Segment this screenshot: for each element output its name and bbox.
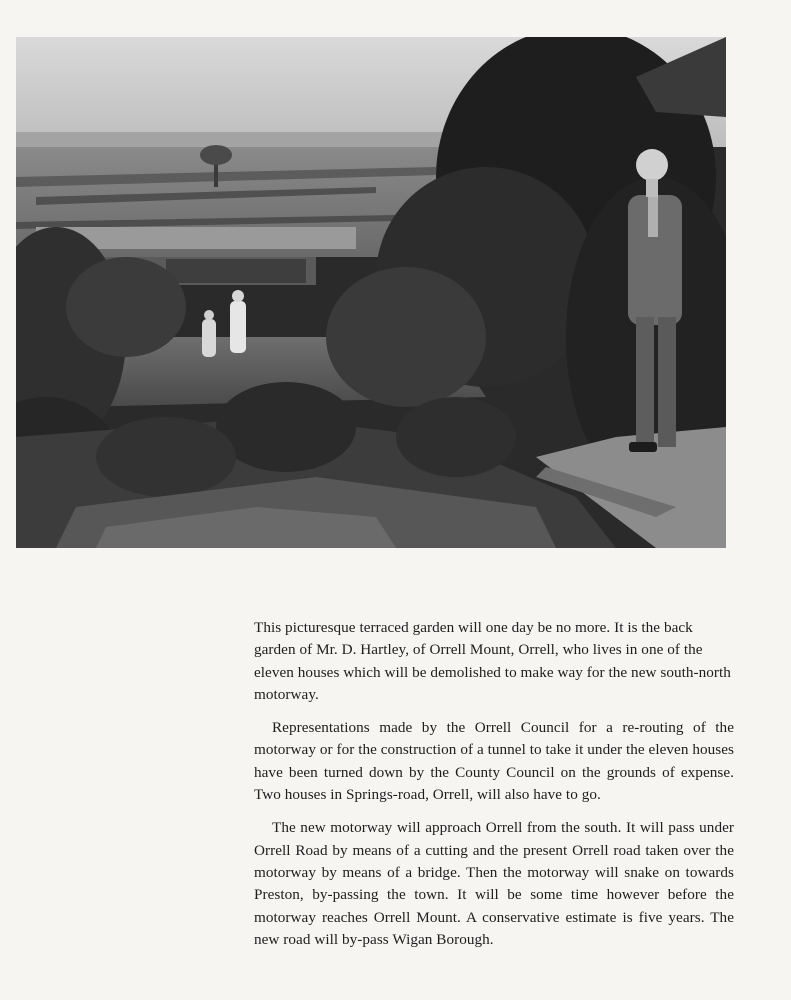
caption-paragraph-2: Representations made by the Orrell Council for a re-routing of the motorway or for the construction of a tunnel to take it under the eleven houses have been turned down by the County Council on the grounds of expense. Two houses in Springs-road, Orrell, will also have to go. (254, 719, 734, 804)
garden-photo-image (16, 37, 726, 548)
garden-photo (16, 37, 726, 548)
caption-paragraph-1: This picturesque terraced garden will one day be no more. It is the back garden of Mr. D. Hartley, of Orrell Mount, Orrell, who lives in one of the eleven houses which will be demolished to make way for the new south-north motorway. (254, 619, 731, 703)
article-caption (254, 617, 734, 962)
caption-paragraph-3: The new motorway will approach Orrell from the south. It will pass under Orrell Road by means of a cutting and the present Orrell road taken over the motorway by means of a bridge. Then the motorway will snake on towards Preston, by-passing the town. It will be some time however before the motorway reaches Orrell Mount. A conservative estimate is five years. The new road will by-pass Wigan Borough. (254, 819, 734, 948)
